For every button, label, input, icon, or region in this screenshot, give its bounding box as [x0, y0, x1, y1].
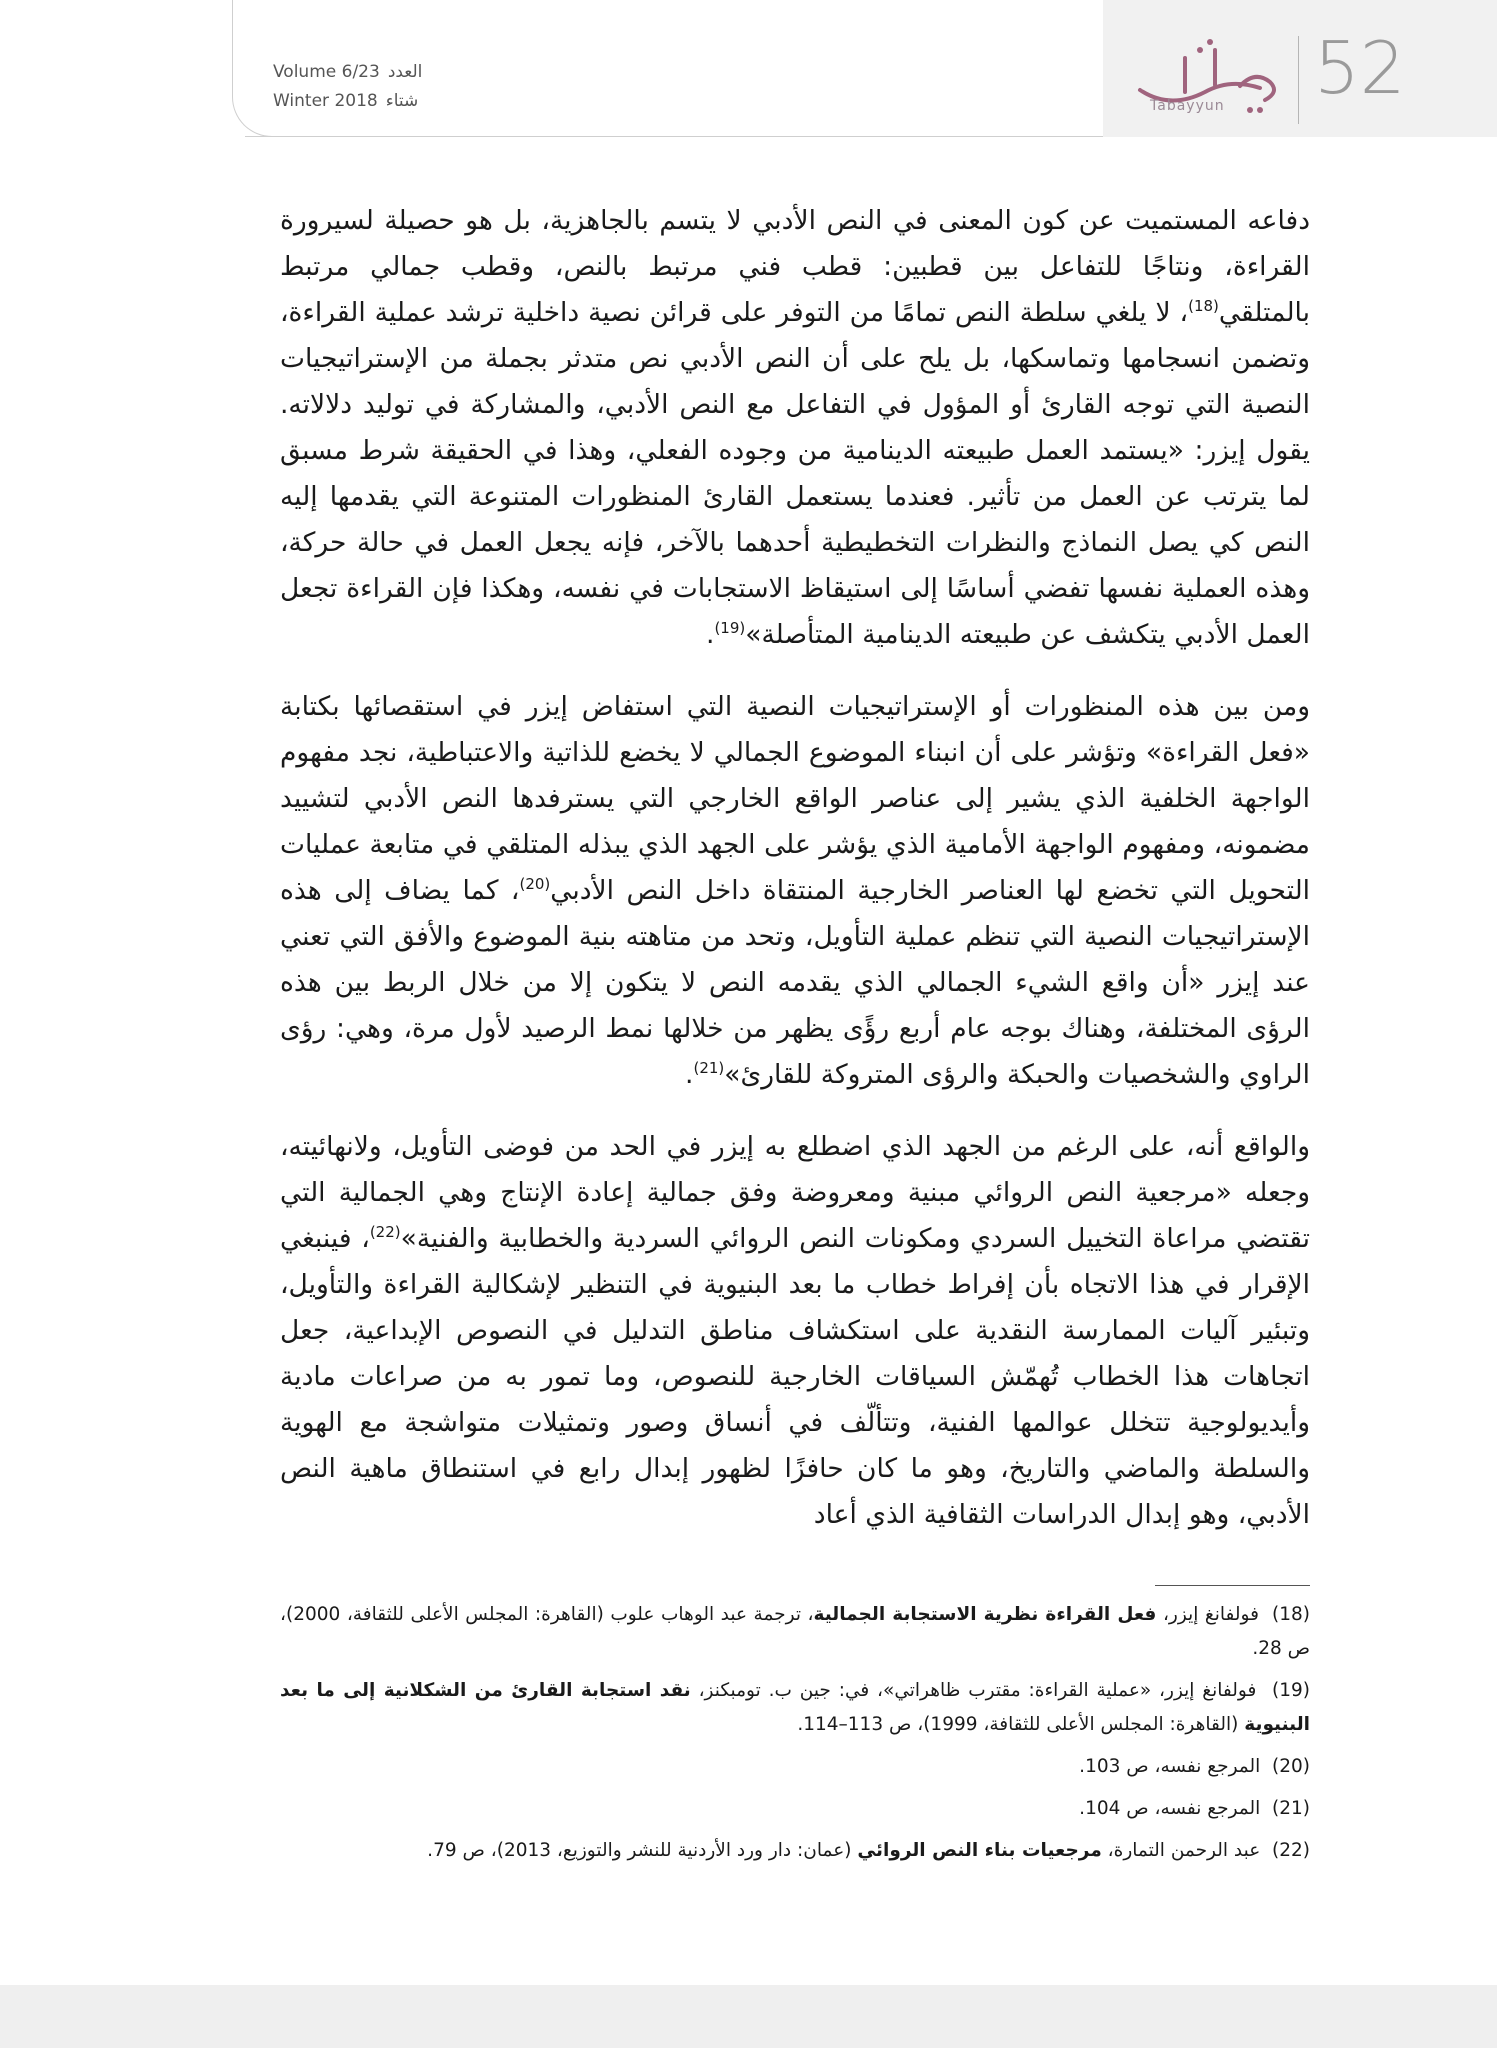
footnote-text: عبد الرحمن التمارة،: [1101, 1840, 1261, 1861]
article-body: [280, 198, 1310, 1564]
paragraph-text: ومن بين هذه المنظورات أو الإستراتيجيات النصية التي استفاض إيزر في استقصائها بكتابة «فعل القراءة» وتؤشر على أن انبناء الموضوع الجمالي لا يخضع للذاتية والاعتباطية، نجد مفهوم الواجهة الخلفية الذي يشير إلى عناصر الواقع الخارجي التي يسترفدها النص الأدبي لتشييد مضمونه، ومفهوم الواجهة الأمامية الذي يؤشر على الجهد الذي يبذله المتلقي في متابعة عمليات التحويل التي تخضع لها العناصر الخارجية المنتقاة داخل النص الأدبي: [280, 691, 1311, 906]
footnote-20: [280, 1750, 1310, 1784]
footnote-ref-18[interactable]: (18): [1188, 297, 1219, 316]
footnote-text: المرجع نفسه، ص 103.: [1079, 1756, 1261, 1777]
footnote-ref-19[interactable]: (19): [714, 619, 746, 638]
footnote-ref-21[interactable]: (21): [693, 1059, 725, 1078]
footnote-number: (19): [1272, 1680, 1311, 1701]
page-number-divider: [1298, 36, 1299, 124]
footnote-text: (عمان: دار ورد الأردنية للنشر والتوزيع، 2013)، ص 79.: [427, 1840, 858, 1861]
paragraph-2: [280, 684, 1310, 1098]
footnote-19: [280, 1674, 1310, 1742]
footnote-text: فولفانغ إيزر،: [1156, 1604, 1259, 1625]
issue-label-ar: العدد: [387, 62, 423, 82]
footnote-text: المرجع نفسه، ص 104.: [1079, 1798, 1261, 1819]
season-label: Winter 2018: [273, 91, 378, 111]
footnote-21: [280, 1792, 1310, 1826]
paragraph-text: ، لا يلغي سلطة النص تمامًا من التوفر على قرائن نصية داخلية ترشد عملية القراءة، وتضمن انسجامها وتماسكها، بل يلح على أن النص الأدبي نص متدثر بجملة من الإستراتيجيات النصية التي توجه القارئ أو المؤول في التفاعل مع النص الأدبي، والمشاركة في توليد دلالاته. يقول إيزر: «يستمد العمل طبيعته الدينامية من وجوده الفعلي، وهذا في الحقيقة شرط مسبق لما يترتب عن العمل من تأثير. فعندما يستعمل القارئ المنظورات المتنوعة التي يقدمها إليه النص كي يصل النماذج والنظرات التخطيطية أحدهما بالآخر، فإنه يجعل العمل في حالة حركة، وهذه العملية نفسها تفضي أساسًا إلى استيقاظ الاستجابات في نفسه، وهكذا فإن القراءة تجعل العمل الأدبي يتكشف عن طبيعته الدينامية المتأصلة»: [280, 297, 1310, 650]
footnote-number: (18): [1272, 1604, 1310, 1625]
logo-latin-text: Tabayyun: [1150, 98, 1225, 114]
footnote-title: نقد استجابة القارئ من الشكلانية إلى ما بعد البنيوية: [280, 1680, 1310, 1735]
footnote-title: مرجعيات بناء النص الروائي: [857, 1840, 1102, 1861]
footnote-number: (20): [1272, 1756, 1310, 1777]
bottom-band: [0, 1985, 1497, 2048]
footnote-ref-22[interactable]: (22): [369, 1223, 401, 1242]
paragraph-text: ، كما يضاف إلى هذه الإستراتيجيات النصية التي تنظم عملية التأويل، وتحد من متاهته بنية الموضوع والأفق التي تعني عند إيزر «أن واقع الشيء الجمالي الذي يقدمه النص لا يتكون إلا من خلال الربط بين هذه الرؤى المختلفة، وهناك بوجه عام أربع رؤًى يظهر من خلالها نمط الرصيد لأول مرة، وهي: رؤى الراوي والشخصيات والحبكة والرؤى المتروكة للقارئ»: [280, 875, 1310, 1090]
issue-info: [273, 58, 473, 116]
footnote-text: (القاهرة: المجلس الأعلى للثقافة، 1999)، ص 113–114.: [797, 1714, 1245, 1735]
volume-label: Volume 6/23: [273, 62, 380, 82]
footnotes: [280, 1598, 1310, 1876]
season-label-ar: شتاء: [385, 91, 419, 111]
paragraph-3: [280, 1124, 1310, 1538]
paragraph-text: والواقع أنه، على الرغم من الجهد الذي اضطلع به إيزر في الحد من فوضى التأويل، ولانهائيته، وجعله «مرجعية النص الروائي مبنية ومعروضة وفق جمالية إعادة الإنتاج وهي الجمالية التي تقتضي مراعاة التخييل السردي ومكونات النص الروائي السردية والخطابية والفنية»: [280, 1131, 1310, 1254]
footnote-18: [280, 1598, 1310, 1666]
footnote-separator: [1155, 1585, 1310, 1586]
footnote-22: [280, 1834, 1310, 1868]
page-number: 52: [1314, 26, 1406, 110]
header-curve: [232, 0, 272, 137]
footnote-text: فولفانغ إيزر، «عملية القراءة: مقترب ظاهراتي»، في: جين ب. تومبكنز،: [690, 1680, 1257, 1701]
footnote-ref-20[interactable]: (20): [519, 875, 551, 894]
footnote-title: فعل القراءة نظرية الاستجابة الجمالية: [813, 1604, 1157, 1625]
footnote-number: (21): [1272, 1798, 1310, 1819]
tabayyun-logo: [1130, 30, 1290, 130]
paragraph-1: [280, 198, 1310, 658]
paragraph-text: .: [685, 1059, 694, 1090]
paragraph-text: ، فينبغي الإقرار في هذا الاتجاه بأن إفراط خطاب ما بعد البنيوية في التنظير لإشكالية القراءة والتأويل، وتبئير آليات الممارسة النقدية على استكشاف مناطق التدليل في النصوص الإبداعية، جعل اتجاهات هذا الخطاب تُهمّش السياقات الخارجية للنصوص، وما تمور به من صراعات مادية وأيديولوجية تتخلل عوالمها الفنية، وتتألّف في أنساق وصور وتمثيلات متواشجة مع الهوية والسلطة والماضي والتاريخ، وهو ما كان حافزًا لظهور إبدال رابع في استنطاق ماهية النص الأدبي، وهو إبدال الدراسات الثقافية الذي أعاد: [280, 1223, 1310, 1530]
paragraph-text: .: [706, 619, 715, 650]
paragraph-text: دفاعه المستميت عن كون المعنى في النص الأدبي لا يتسم بالجاهزية، بل هو حصيلة لسيرورة القراءة، ونتاجًا للتفاعل بين قطبين: قطب فني مرتبط بالنص، وقطب جمالي مرتبط بالمتلقي: [280, 205, 1310, 328]
footnote-text: ، ترجمة عبد الوهاب علوب (القاهرة: المجلس الأعلى للثقافة، 2000)، ص 28.: [280, 1604, 1310, 1659]
footnote-number: (22): [1272, 1840, 1310, 1861]
